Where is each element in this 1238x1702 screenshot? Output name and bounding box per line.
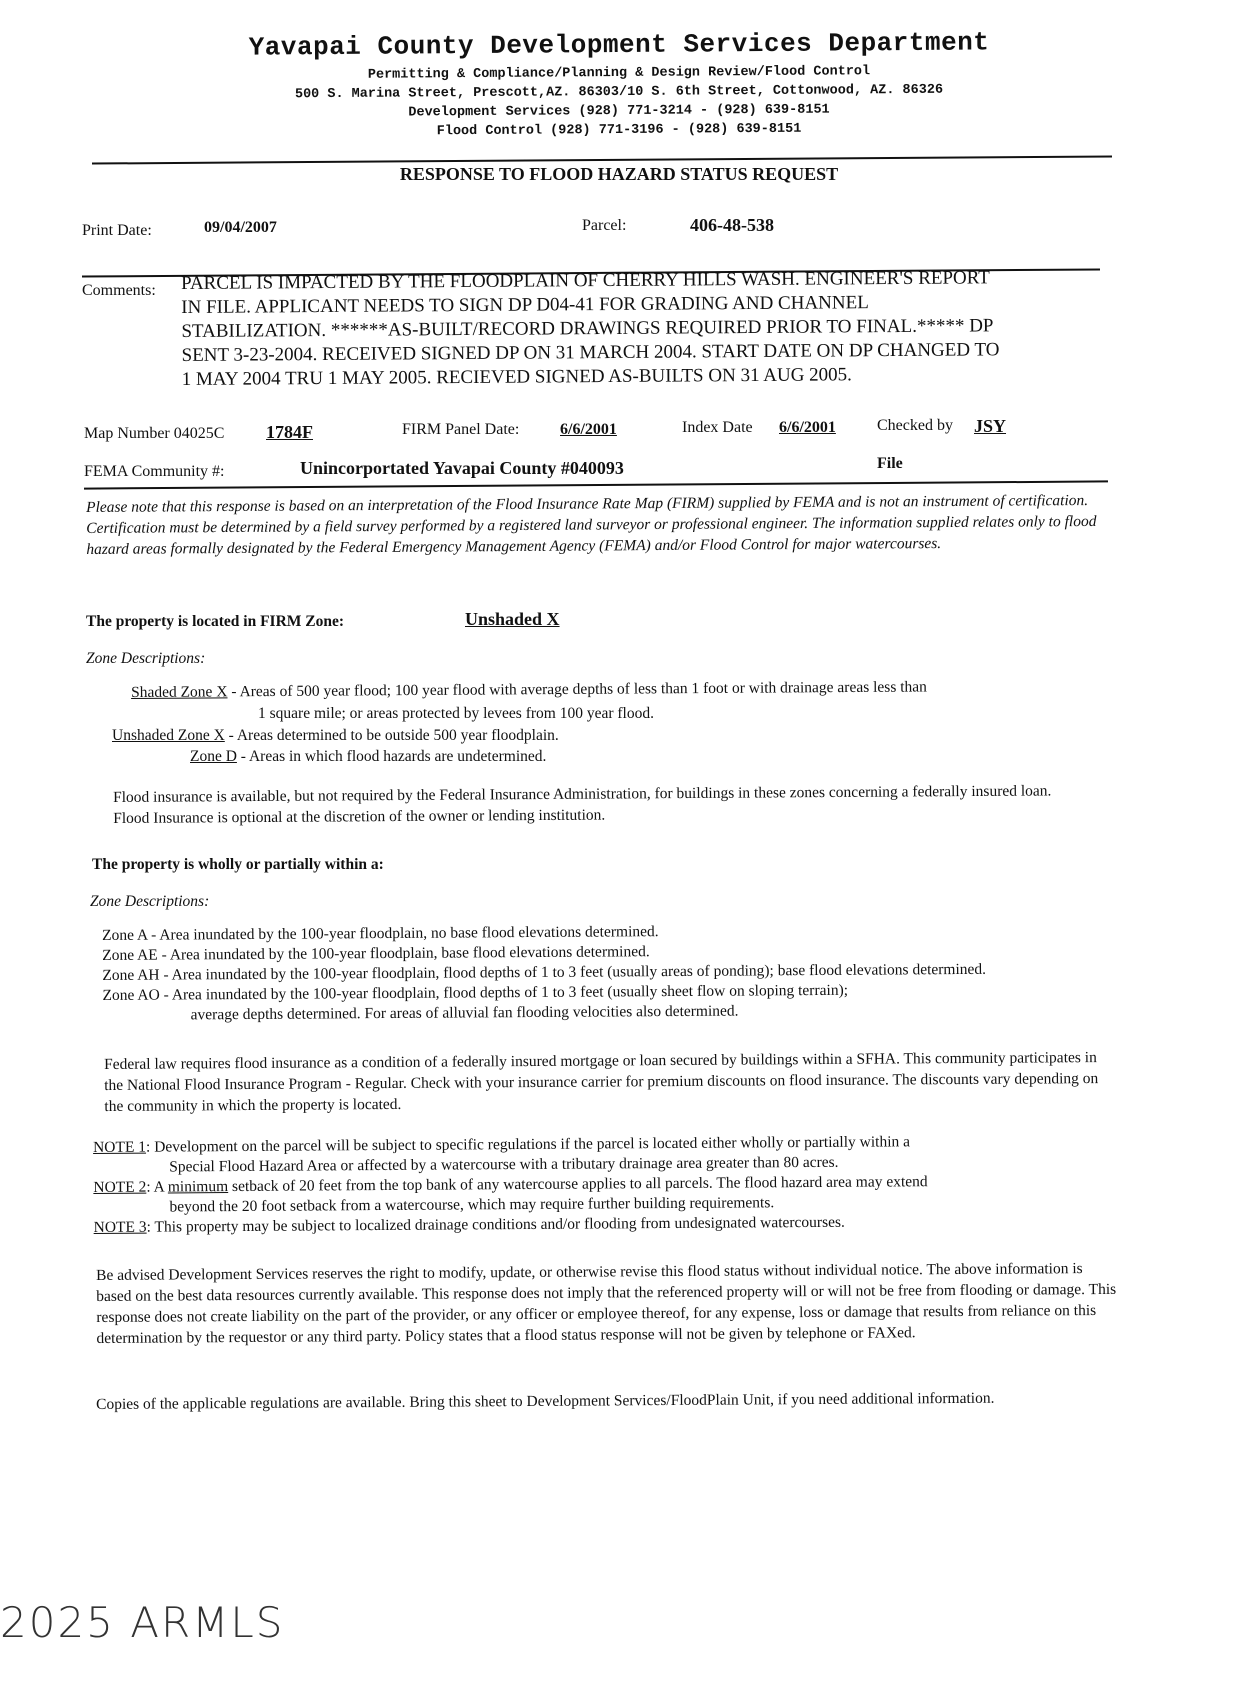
note-3: NOTE 3: This property may be subject to localized drainage conditions and/or flooding from undesignated watercourses. [93, 1213, 845, 1236]
note-emphasis: minimum [167, 1178, 229, 1196]
firm-panel-date-value: 6/6/2001 [560, 421, 617, 438]
file-label: File [877, 455, 903, 472]
note-label: NOTE 1 [93, 1138, 147, 1156]
checked-by-value: JSY [974, 416, 1007, 436]
header-flood-control-phone: Flood Control (928) 771-3196 - (928) 639-8151 [436, 121, 802, 140]
zone-ao-desc: Zone AO - Area inundated by the 100-year floodplain, flood depths of 1 to 3 feet (usually sheet flow on sloping terrain); [102, 981, 849, 1004]
zone-name: Unshaded Zone X [112, 727, 225, 744]
sfha-descriptions-label: Zone Descriptions: [90, 893, 210, 910]
zone-text: - Areas in which flood hazards are undetermined. [240, 748, 547, 765]
comment-line: IN FILE. APPLICANT NEEDS TO SIGN DP D04-41 FOR GRADING AND CHANNEL [181, 292, 869, 318]
note-text: Development on the parcel will be subject to specific regulations if the parcel is located either wholly or partially within a [154, 1133, 911, 1156]
zone-text: - Areas determined to be outside 500 year floodplain. [228, 727, 559, 744]
note-2: NOTE 2: A minimum setback of 20 feet from the top bank of any watercourse applies to all parcels. The flood hazard area may extend [93, 1173, 928, 1196]
firm-panel-date-label: FIRM Panel Date: [402, 421, 520, 438]
map-number-label: Map Number 04025C [84, 425, 225, 442]
comments-label: Comments: [82, 282, 156, 299]
print-date-label: Print Date: [82, 222, 152, 239]
shaded-zone-x-desc [131, 678, 927, 702]
sfha-zone-list [102, 918, 1223, 1026]
note-text: setback of 20 feet from the top bank of any watercourse applies to all parcels. The flood hazard area may extend [228, 1173, 928, 1196]
department-title: Yavapai County Development Services Department [248, 27, 990, 63]
note-text-pre: A [153, 1178, 168, 1196]
zone-ae-desc: Zone AE - Area inundated by the 100-year floodplain, base flood elevations determined. [102, 943, 650, 964]
index-date-value: 6/6/2001 [779, 419, 836, 436]
comments-text [181, 266, 1000, 392]
notes-block [93, 1130, 1214, 1238]
note-1-cont: Special Flood Hazard Area or affected by a watercourse with a tributary drainage area greater than 80 acres. [169, 1153, 839, 1176]
header-dev-services-phone: Development Services (928) 771-3214 - (928) 639-8151 [408, 102, 830, 121]
zone-a-desc: Zone A - Area inundated by the 100-year floodplain, no base flood elevations determined. [102, 923, 659, 944]
note-1: NOTE 1: Development on the parcel will be subject to specific regulations if the parcel is located either wholly or partially within a [93, 1133, 911, 1156]
zone-text: - Areas of 500 year flood; 100 year flood with average depths of less than 1 foot or with drainage areas less than [231, 678, 927, 701]
print-date-value: 09/04/2007 [204, 219, 277, 236]
header-address: 500 S. Marina Street, Prescott,AZ. 86303/10 S. 6th Street, Cottonwood, AZ. 86326 [294, 82, 944, 103]
federal-law-note: Federal law requires flood insurance as a condition of a federally insured mortgage or loan secured by buildings within a SFHA. This community participates in the National Flood Insurance Program - Regular. Check with your insurance carrier for premium discounts on flood insurance. The discounts vary depending on the community in which the property is located. [104, 1049, 1099, 1115]
fema-community-value: Unincorportated Yavapai County #040093 [300, 458, 624, 478]
firm-zone-value: Unshaded X [465, 609, 560, 629]
note-label: NOTE 3 [93, 1218, 147, 1236]
comment-line: 1 MAY 2004 TRU 1 MAY 2005. RECIEVED SIGNED AS-BUILTS ON 31 AUG 2005. [181, 364, 852, 390]
parcel-label: Parcel: [582, 217, 627, 234]
note-label: NOTE 2 [93, 1178, 147, 1196]
zone-name: Shaded Zone X [131, 683, 228, 701]
zone-ao-cont: average depths determined. For areas of alluvial fan flooding velocities also determined. [190, 1002, 739, 1024]
checked-by-label: Checked by [877, 417, 953, 434]
info-divider [84, 480, 1108, 489]
copies-paragraph: Copies of the applicable regulations are available. Bring this sheet to Development Services/FloodPlain Unit, if you need additional information. [96, 1389, 995, 1413]
advisory-paragraph: Be advised Development Services reserves the right to modify, update, or otherwise revise this flood status without individual notice. The above information is based on the best data resources currently available. This response does not imply that the referenced property will or will not be free from flooding or damage. This response does not create liability on the part of the provider, or any officer or employee thereof, for any expense, loss or damage that results from reliance on this determination by the requestor or any third party. Policy states that a flood status response will not be given by telephone or FAXed. [96, 1260, 1117, 1347]
zone-ah-desc: Zone AH - Area inundated by the 100-year floodplain, flood depths of 1 to 3 feet (usually areas of ponding); base flood elevations determined. [102, 960, 987, 984]
map-number-value: 1784F [266, 422, 313, 442]
comment-line: PARCEL IS IMPACTED BY THE FLOODPLAIN OF CHERRY HILLS WASH. ENGINEER'S REPORT [181, 267, 990, 294]
fema-community-label: FEMA Community #: [84, 463, 225, 480]
comment-line: SENT 3-23-2004. RECEIVED SIGNED DP ON 31 MARCH 2004. START DATE ON DP CHANGED TO [181, 339, 1000, 366]
comment-line: STABILIZATION. ******AS-BUILT/RECORD DRAWINGS REQUIRED PRIOR TO FINAL.***** DP [181, 315, 994, 342]
sfha-label: The property is wholly or partially within a: [92, 856, 384, 873]
zone-name: Zone D [190, 748, 237, 765]
zone-descriptions-label: Zone Descriptions: [86, 650, 206, 667]
zone-d-desc [190, 748, 546, 766]
insurance-note: Flood insurance is available, but not required by the Federal Insurance Administration, for buildings in these zones concerning a federally insured loan. Flood Insurance is optional at the discretion of the owner or lending institution. [113, 782, 1052, 827]
unshaded-zone-x-desc [112, 727, 559, 745]
armls-watermark: 2025 ARMLS [0, 1598, 285, 1647]
shaded-zone-x-cont: 1 square mile; or areas protected by levees from 100 year flood. [258, 705, 654, 722]
firm-zone-label: The property is located in FIRM Zone: [86, 613, 345, 630]
parcel-value: 406-48-538 [690, 215, 774, 235]
form-title: RESPONSE TO FLOOD HAZARD STATUS REQUEST [399, 164, 839, 184]
index-date-label: Index Date [682, 419, 753, 436]
note-2-cont: beyond the 20 foot setback from a watercourse, which may require further building requirements. [169, 1194, 775, 1216]
note-text: This property may be subject to localized drainage conditions and/or flooding from undesignated watercourses. [154, 1213, 845, 1236]
firm-disclaimer: Please note that this response is based on an interpretation of the Flood Insurance Rate Map (FIRM) supplied by FEMA and is not an instrument of certification. Certification must be determined by a field survey performed by a registered land surveyor or professional engineer. The information supplied relates only to flood hazard areas formally designated by the Federal Emergency Management Agency (FEMA) and/or Flood Control for major watercourses. [86, 492, 1097, 558]
header-line-1: Permitting & Compliance/Planning & Design Review/Flood Control [367, 64, 871, 83]
